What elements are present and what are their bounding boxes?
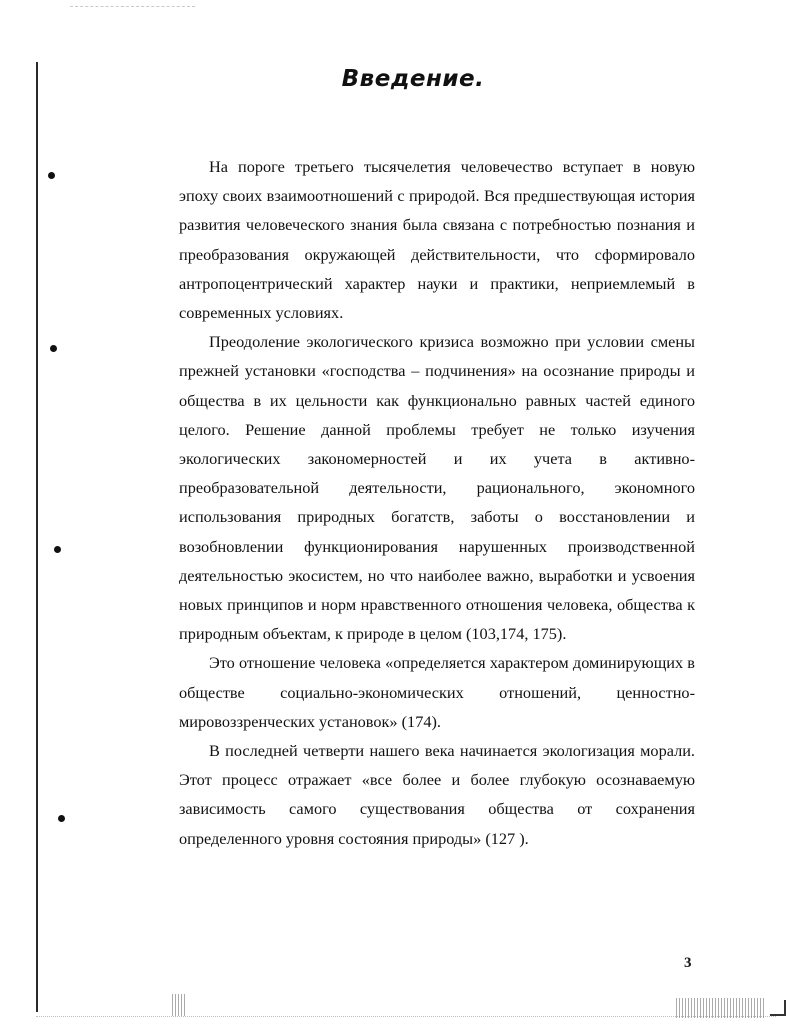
binding-hole-mark <box>58 815 65 822</box>
scan-noise <box>676 998 766 1018</box>
binding-hole-mark <box>48 172 55 179</box>
scan-edge-left <box>36 62 38 1012</box>
page-title: Введение. <box>341 66 485 92</box>
paragraph: Преодоление экологического кризиса возможно при условии смены прежней установки «господства – подчинения» на осознание природы и общества в их цельности как функционально равных частей единого целого. Решение данной проблемы требует не только изучения экологических закономерностей и их учета в активно-преобразовательной деятельности, рационального, экономного использования природных богатств, заботы о восстановлении и возобновлении функционирования нарушенных производственной деятельностью экосистем, но что наиболее важно, выработки и усвоения новых принципов и норм нравственного отношения человека, общества к природным объектам, к природе в целом (103,174, 175). <box>179 332 695 644</box>
page-number: 3 <box>684 955 692 971</box>
scan-edge-bottom <box>36 1016 776 1017</box>
scan-noise <box>172 994 186 1016</box>
scan-artifact-top <box>70 6 195 7</box>
paragraph: На пороге третьего тысячелетия человечество вступает в новую эпоху своих взаимоотношений с природой. Вся предшествующая история развития человеческого знания была связана с потребностью познания и преобразования окружающей действительности, что сформировало антропоцентрический характер науки и практики, неприемлемый в современных условиях. <box>179 157 695 323</box>
paragraph: Это отношение человека «определяется характером доминирующих в обществе социально-экономических отношений, ценностно-мировоззренческих установок» (174). <box>179 653 695 731</box>
binding-hole-mark <box>54 546 61 553</box>
paragraph: В последней четверти нашего века начинается экологизация морали. Этот процесс отражает «все более и более глубокую осознаваемую зависимость самого существования общества от сохранения определенного уровня состояния природы» (127 ). <box>179 741 695 848</box>
document-body <box>179 152 695 853</box>
scan-corner-mark <box>770 1000 786 1016</box>
binding-hole-mark <box>50 345 57 352</box>
